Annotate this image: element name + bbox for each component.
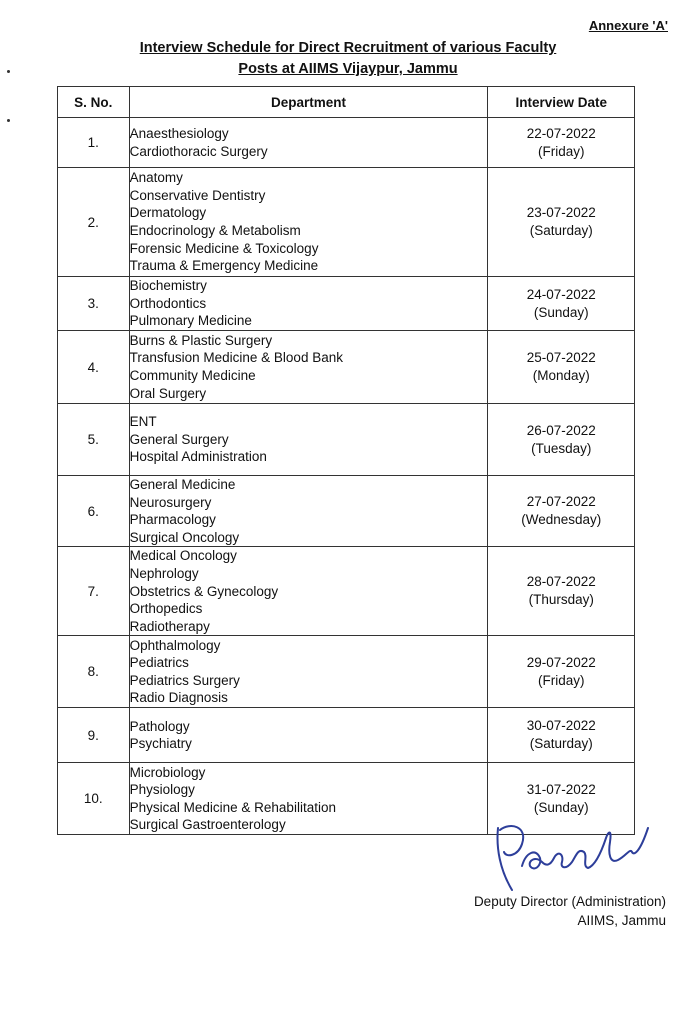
interview-date: 28-07-2022 <box>526 574 596 590</box>
table-row <box>58 168 635 277</box>
department-name: Radiotherapy <box>129 618 210 634</box>
interview-day: (Thursday) <box>528 592 594 608</box>
row-interview-date <box>488 168 635 277</box>
department-name: Psychiatry <box>129 736 192 752</box>
department-name: Microbiology <box>129 764 206 780</box>
department-name: Physical Medicine & Rehabilitation <box>129 799 336 815</box>
interview-date: 30-07-2022 <box>526 718 596 734</box>
row-interview-date <box>488 476 635 547</box>
table-row <box>58 118 635 168</box>
row-interview-date <box>488 708 635 763</box>
department-name: Biochemistry <box>129 278 207 294</box>
row-departments <box>129 331 488 404</box>
department-name: Pediatrics <box>129 655 189 671</box>
interview-day: (Sunday) <box>533 799 589 815</box>
header-interview-date: Interview Date <box>488 87 635 118</box>
department-name: Oral Surgery <box>129 385 207 401</box>
row-sno: 3. <box>58 277 130 331</box>
interview-schedule-table <box>57 86 635 835</box>
interview-date: 27-07-2022 <box>526 494 596 510</box>
signatory-block <box>474 892 666 930</box>
table-row <box>58 404 635 476</box>
department-name: Conservative Dentistry <box>129 187 266 203</box>
interview-day: (Friday) <box>537 143 585 159</box>
department-name: Transfusion Medicine & Blood Bank <box>129 350 343 366</box>
department-name: Surgical Gastroenterology <box>129 817 286 833</box>
department-name: Pharmacology <box>129 512 216 528</box>
department-name: Cardiothoracic Surgery <box>129 143 268 159</box>
row-departments <box>129 277 488 331</box>
row-sno: 4. <box>58 331 130 404</box>
interview-day: (Tuesday) <box>531 440 592 456</box>
row-interview-date <box>488 118 635 168</box>
signatory-institute: AIIMS, Jammu <box>577 913 666 928</box>
interview-date: 31-07-2022 <box>526 781 596 797</box>
department-name: Anatomy <box>129 170 183 186</box>
interview-day: (Monday) <box>532 368 590 383</box>
row-interview-date <box>488 547 635 636</box>
interview-day: (Friday) <box>537 672 585 688</box>
department-name: Obstetrics & Gynecology <box>129 583 279 599</box>
department-name: Dermatology <box>129 205 207 221</box>
table-row <box>58 708 635 763</box>
table-header-row <box>58 87 635 118</box>
department-name: Pulmonary Medicine <box>129 313 252 329</box>
row-sno: 7. <box>58 547 130 636</box>
row-sno: 2. <box>58 168 130 277</box>
department-name: Hospital Administration <box>129 449 267 465</box>
department-name: Neurosurgery <box>129 494 212 510</box>
table-row <box>58 331 635 404</box>
table-row <box>58 547 635 636</box>
annexure-label: Annexure 'A' <box>588 18 668 33</box>
department-name: Orthodontics <box>129 295 207 311</box>
row-interview-date <box>488 277 635 331</box>
scan-speck <box>7 119 10 122</box>
row-interview-date <box>488 331 635 404</box>
interview-date: 25-07-2022 <box>526 350 596 365</box>
signatory-designation: Deputy Director (Administration) <box>473 894 666 909</box>
row-sno: 10. <box>58 763 130 835</box>
row-interview-date <box>488 404 635 476</box>
department-name: General Medicine <box>129 477 236 492</box>
department-name: Trauma & Emergency Medicine <box>129 258 319 274</box>
title-line-1: Interview Schedule for Direct Recruitment of various Faculty <box>139 40 557 56</box>
department-name: Burns & Plastic Surgery <box>129 332 273 348</box>
row-departments <box>129 118 488 168</box>
interview-day: (Sunday) <box>533 304 589 320</box>
department-name: Community Medicine <box>129 368 256 383</box>
signature <box>470 808 670 903</box>
row-sno: 6. <box>58 476 130 547</box>
row-sno: 1. <box>58 118 130 168</box>
page-title <box>0 38 696 80</box>
department-name: Forensic Medicine & Toxicology <box>129 240 319 256</box>
interview-day: (Saturday) <box>529 223 593 238</box>
interview-day: (Saturday) <box>529 736 593 752</box>
header-sno: S. No. <box>58 87 130 118</box>
interview-date: 24-07-2022 <box>526 286 596 302</box>
row-departments <box>129 476 488 547</box>
row-sno: 9. <box>58 708 130 763</box>
row-departments <box>129 168 488 277</box>
department-name: Anaesthesiology <box>129 125 229 141</box>
row-departments <box>129 547 488 636</box>
row-interview-date <box>488 636 635 708</box>
department-name: Surgical Oncology <box>129 529 240 545</box>
title-line-2: Posts at AIIMS Vijaypur, Jammu <box>238 61 458 77</box>
department-name: Pathology <box>129 718 190 734</box>
department-name: Endocrinology & Metabolism <box>129 223 301 238</box>
department-name: Ophthalmology <box>129 637 221 653</box>
department-name: Medical Oncology <box>129 548 237 564</box>
table-row <box>58 476 635 547</box>
row-sno: 8. <box>58 636 130 708</box>
row-departments <box>129 404 488 476</box>
department-name: Physiology <box>129 782 195 798</box>
table-row <box>58 636 635 708</box>
header-department: Department <box>129 87 488 118</box>
interview-date: 26-07-2022 <box>526 422 596 438</box>
row-departments <box>129 636 488 708</box>
row-departments <box>129 763 488 835</box>
department-name: Radio Diagnosis <box>129 690 228 706</box>
row-sno: 5. <box>58 404 130 476</box>
row-departments <box>129 708 488 763</box>
department-name: Pediatrics Surgery <box>129 672 240 688</box>
interview-date: 22-07-2022 <box>526 125 596 141</box>
interview-date: 29-07-2022 <box>526 654 596 670</box>
table-row <box>58 277 635 331</box>
department-name: ENT <box>129 414 157 430</box>
interview-day: (Wednesday) <box>521 512 602 528</box>
department-name: General Surgery <box>129 431 229 447</box>
interview-date: 23-07-2022 <box>526 205 596 220</box>
department-name: Nephrology <box>129 565 199 581</box>
department-name: Orthopedics <box>129 601 203 617</box>
